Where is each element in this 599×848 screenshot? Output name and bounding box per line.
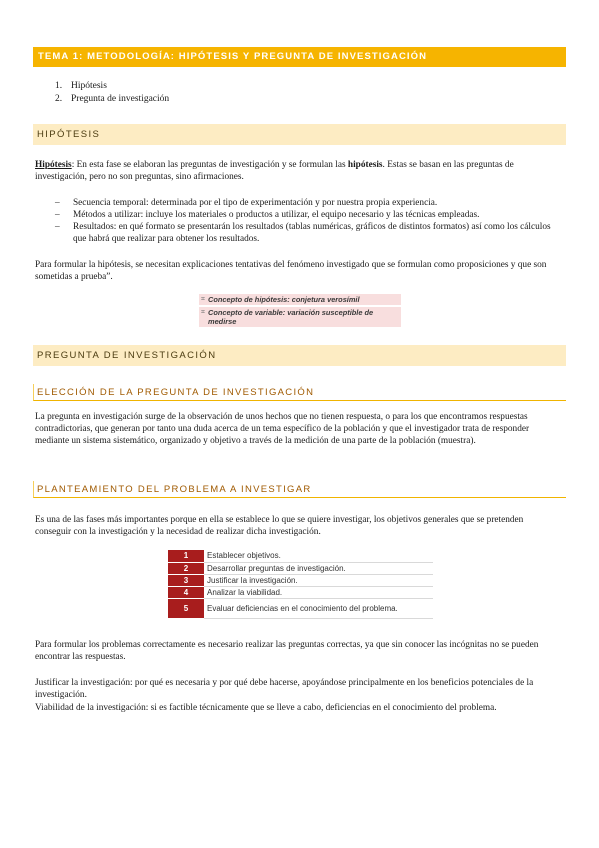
formular-paragraph: Para formular los problemas correctamente es necesario realizar las preguntas correctas, ya que sin conocer las incógnitas no se pueden encontrar las respuestas. — [35, 640, 539, 662]
table-row: 3 Justificar la investigación. — [168, 574, 433, 586]
hipotesis-bullet-list — [55, 197, 560, 245]
section-heading-pregunta: PREGUNTA DE INVESTIGACIÓN — [33, 345, 566, 366]
list-item: – Métodos a utilizar: incluye los materiales o productos a utilizar, el equipo necesario y las técnicas empleadas. — [55, 210, 480, 220]
section-heading-hipotesis: HIPÓTESIS — [33, 124, 566, 145]
table-row: 1 Establecer objetivos. — [168, 550, 433, 562]
square-bullet-icon: ⌗ — [201, 296, 205, 303]
steps-table — [168, 550, 433, 619]
toc-item: 1. Hipótesis — [55, 81, 107, 91]
subheading-planteamiento: PLANTEAMIENTO DEL PROBLEMA A INVESTIGAR — [33, 481, 566, 498]
table-row: 4 Analizar la viabilidad. — [168, 586, 433, 598]
concept-hipotesis: ⌗ Concepto de hipótesis: conjetura verosímil — [199, 294, 401, 305]
list-item: – Resultados: en qué formato se presentarán los resultados (tablas numéricas, gráficos de distintos formatos) así como los cálculos que habrá que realizar para obtener los resultados. — [55, 222, 551, 244]
hipotesis-intro: Hipótesis: En esta fase se elaboran las preguntas de investigación y se formulan las hipótesis. Estas se basan en las preguntas de investigación, pero no son preguntas, sino afirmaciones. — [35, 160, 514, 182]
document-title: TEMA 1: METODOLOGÍA: HIPÓTESIS Y PREGUNTA DE INVESTIGACIÓN — [33, 47, 566, 67]
table-of-contents — [55, 80, 169, 105]
justificar-paragraph: Justificar la investigación: por qué es necesaria y por qué debe hacerse, apoyándose principalmente en los beneficios potenciales de la investigación. — [35, 678, 534, 700]
hipotesis-paragraph: Para formular la hipótesis, se necesitan explicaciones tentativas del fenómeno investigado que se formulan como proposiciones y que son sometidas a prueba”. — [35, 260, 547, 282]
concept-variable: ⌗ Concepto de variable: variación susceptible de medirse — [199, 307, 401, 327]
concepts-image — [199, 294, 401, 330]
planteamiento-paragraph: Es una de las fases más importantes porque en ella se establece lo que se quiere investigar, los objetivos generales que se pretenden conseguir con la investigación y la necesidad de realizar dicha investigación. — [35, 515, 524, 537]
square-bullet-icon: ⌗ — [201, 309, 205, 316]
eleccion-paragraph: La pregunta en investigación surge de la observación de unos hechos que no tienen respuesta, o para los que encontramos respuestas contradictorias, que generan por tanto una duda acerca de un tema específico de la población y que el investigador trata de responder mediante un sistema sistemático, organizado y objetivo a través de la medición de una parte de la población (muestra). — [35, 412, 530, 446]
toc-item: 2. Pregunta de investigación — [55, 93, 170, 104]
list-item: – Secuencia temporal: determinada por el tipo de experimentación y por nuestra propia experiencia. — [55, 198, 438, 208]
subheading-eleccion: ELECCIÓN DE LA PREGUNTA DE INVESTIGACIÓN — [33, 384, 566, 401]
table-row: 2 Desarrollar preguntas de investigación. — [168, 562, 433, 574]
viabilidad-paragraph: Viabilidad de la investigación: si es factible técnicamente que se lleve a cabo, deficiencias en el conocimiento del problema. — [35, 703, 497, 713]
table-row: 5 Evaluar deficiencias en el conocimiento del problema. — [168, 598, 433, 618]
